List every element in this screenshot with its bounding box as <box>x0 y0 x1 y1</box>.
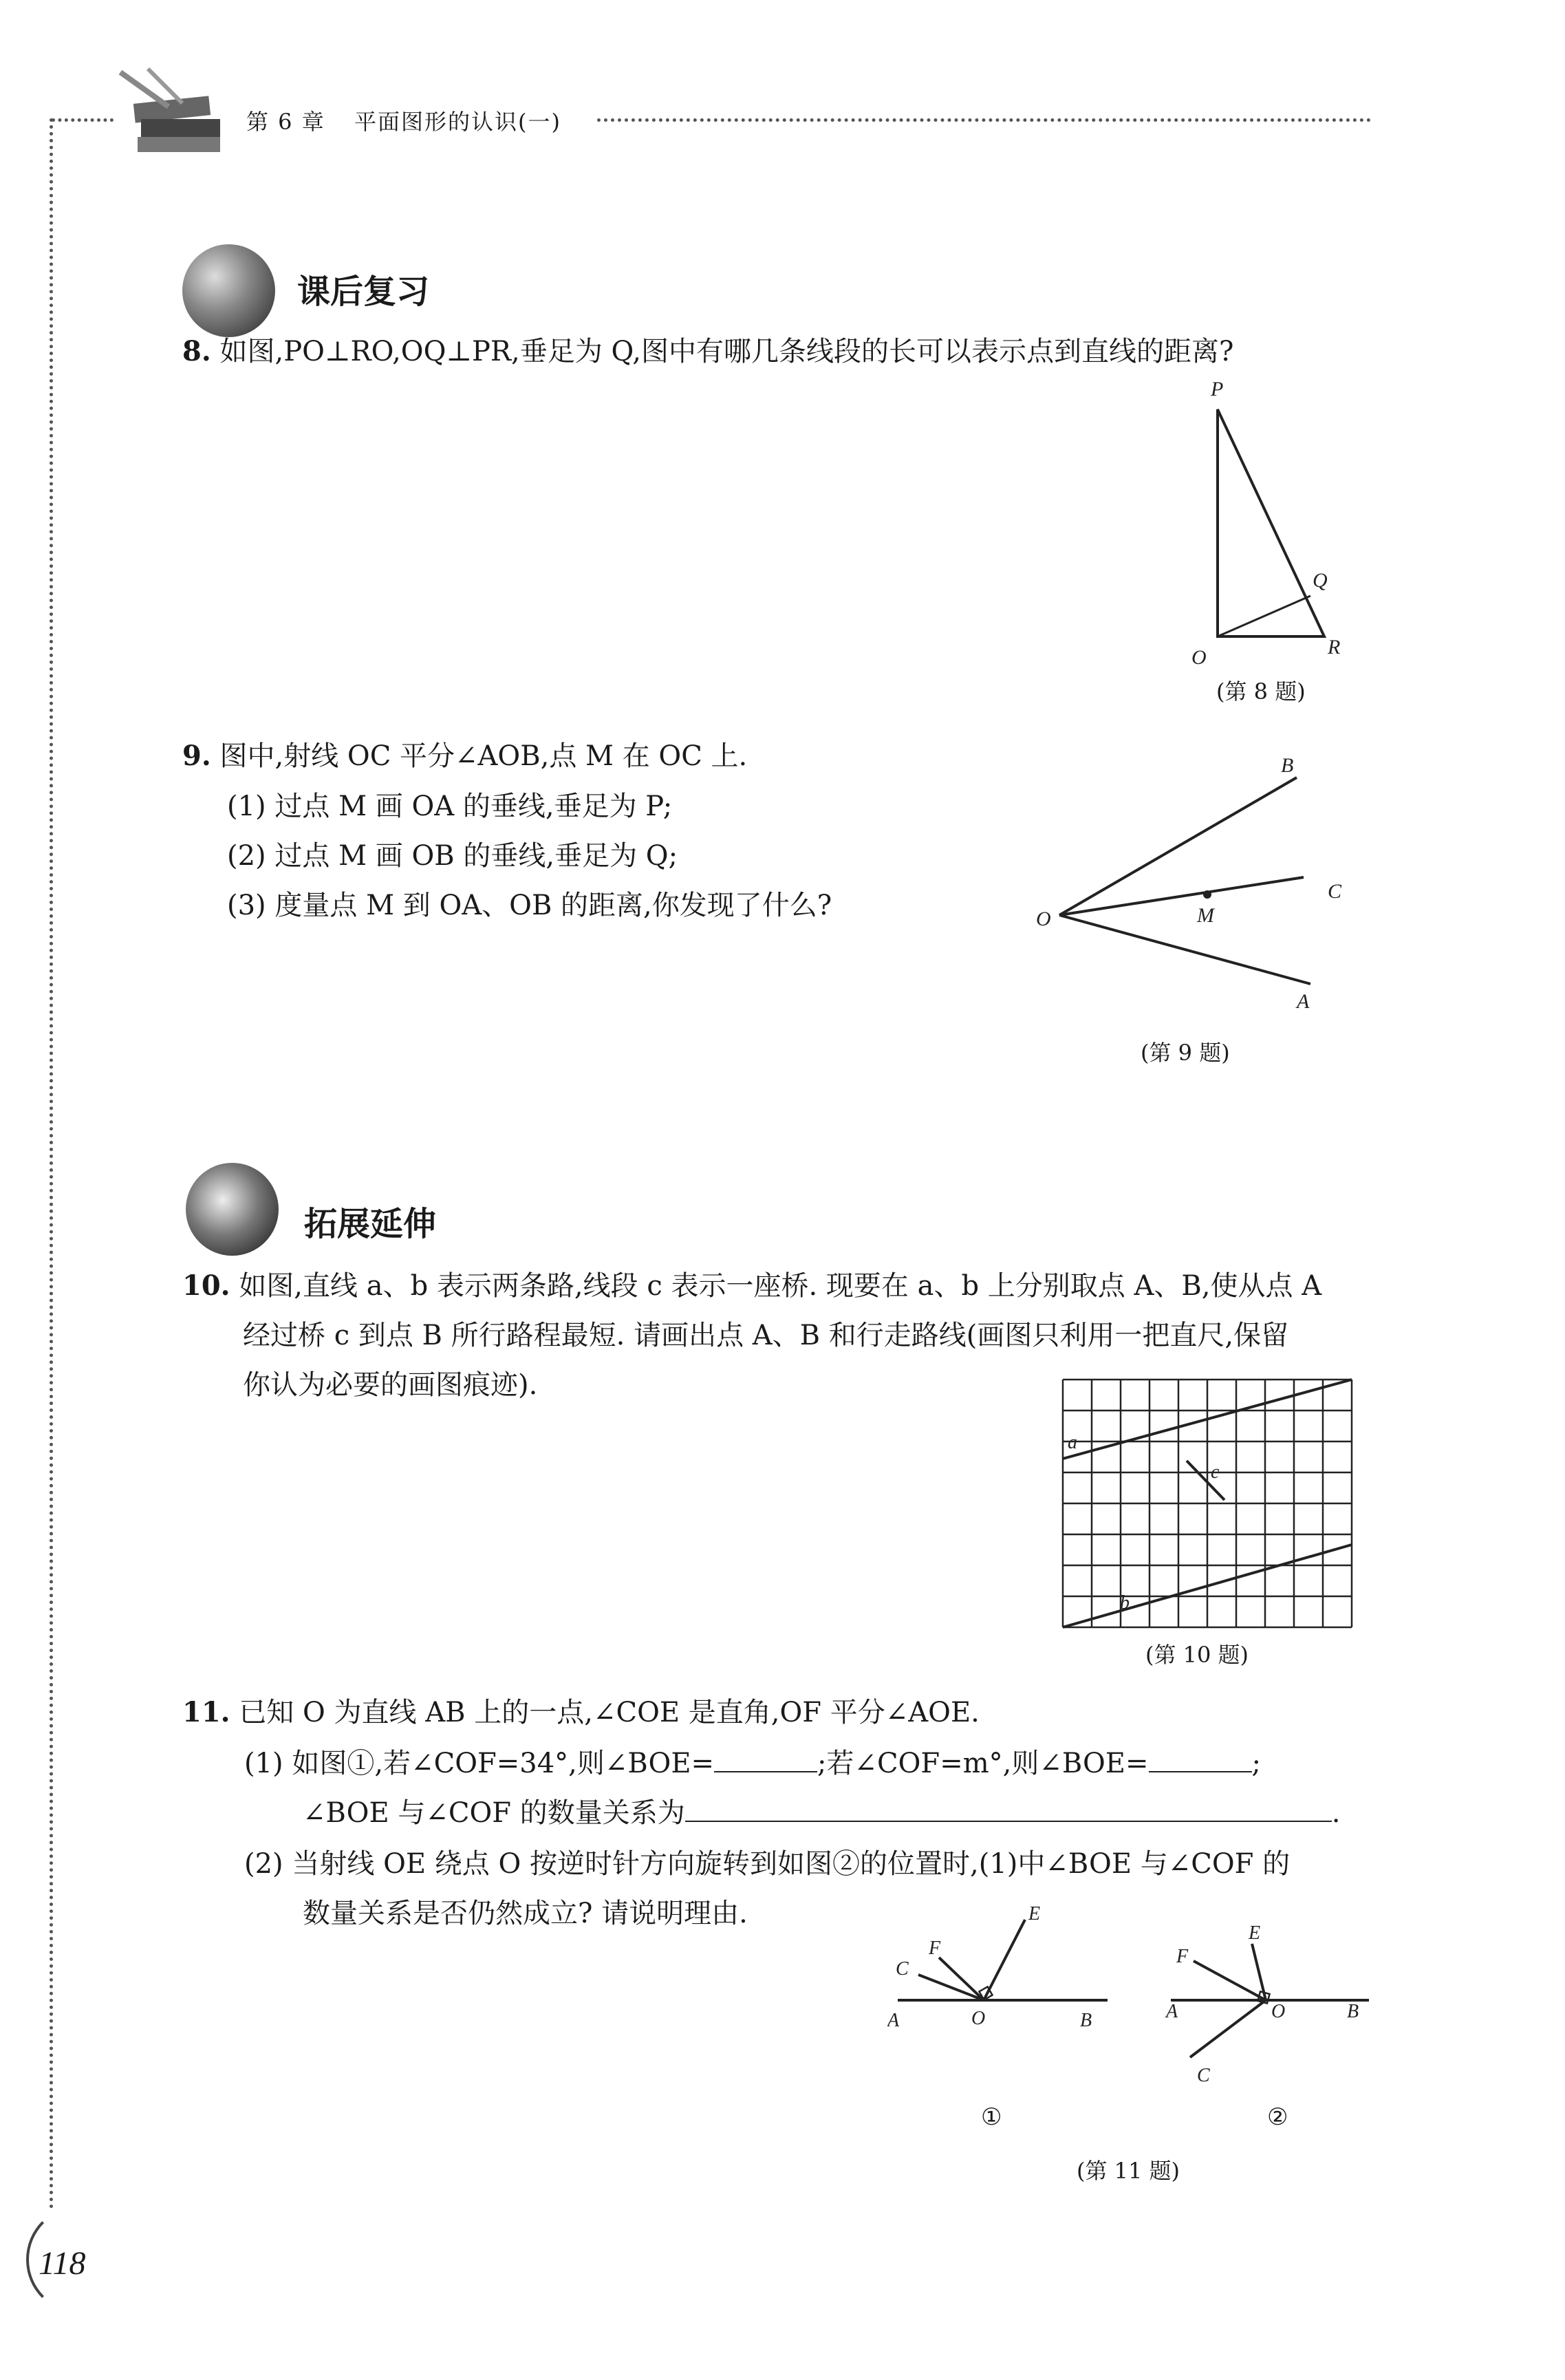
figure-label-1: ① <box>981 2103 1002 2131</box>
chapter-title: 平面图形的认识(一) <box>354 109 561 135</box>
header-rule-left <box>52 118 114 122</box>
caption-q9: (第 9 题) <box>1141 1040 1230 1066</box>
answer-blank-boe-1[interactable] <box>714 1744 817 1772</box>
section-globe-icon <box>186 1163 279 1256</box>
page-number: 118 <box>39 2245 86 2282</box>
label-E: E <box>1028 1903 1041 1925</box>
question-10-line-2: 经过桥 c 到点 B 所行路程最短. 请画出点 A、B 和行走路线(画图只利用一把直尺,保留 <box>243 1320 1289 1351</box>
question-text-line-1: 如图,直线 a、b 表示两条路,线段 c 表示一座桥. 现要在 a、b 上分别取点 A、B,使从点 A <box>239 1270 1322 1302</box>
question-number: 10. <box>182 1269 230 1302</box>
label-C: C <box>1197 2065 1210 2086</box>
header-logo <box>107 65 234 155</box>
label-B: B <box>1281 754 1294 777</box>
section-title-review: 课后复习 <box>297 272 430 311</box>
label-F: F <box>929 1938 941 1959</box>
label-R: R <box>1328 636 1341 658</box>
caption-q11: (第 11 题) <box>1077 2158 1180 2184</box>
q9-item-2: (2) 过点 M 画 OB 的垂线,垂足为 Q; <box>227 840 678 872</box>
figure-label-2: ② <box>1267 2103 1288 2131</box>
caption-q8: (第 8 题) <box>1216 678 1306 705</box>
label-F: F <box>1176 1946 1189 1967</box>
question-number: 9. <box>182 740 211 772</box>
question-number: 11. <box>182 1696 230 1728</box>
label-P: P <box>1211 378 1224 400</box>
figure-q11-1 <box>887 1899 1121 2057</box>
question-text: 已知 O 为直线 AB 上的一点,∠COE 是直角,OF 平分∠AOE. <box>239 1697 980 1728</box>
caption-q10: (第 10 题) <box>1145 1642 1249 1668</box>
question-text: 如图,PO⊥RO,OQ⊥PR,垂足为 Q,图中有哪几条线段的长可以表示点到直线的距离? <box>219 336 1234 367</box>
q11-part-2-line-2: 数量关系是否仍然成立? 请说明理由. <box>303 1898 748 1929</box>
question-9 <box>182 729 747 783</box>
label-A: A <box>1297 990 1310 1013</box>
answer-blank-boe-2[interactable] <box>1149 1744 1252 1772</box>
question-number: 8. <box>182 335 211 367</box>
label-A: A <box>887 2010 900 2031</box>
chapter-label: 第 6 章 <box>246 109 325 135</box>
books-icon <box>107 65 234 155</box>
header-rule-right <box>597 118 1371 122</box>
figure-q11-2 <box>1163 1899 1383 2105</box>
question-10 <box>182 1259 1321 1313</box>
label-A: A <box>1166 2001 1178 2022</box>
label-M: M <box>1197 904 1214 927</box>
figure-q8 <box>1183 375 1362 678</box>
figure-q9 <box>1032 750 1376 1025</box>
label-c: c <box>1211 1461 1220 1483</box>
q9-item-1: (1) 过点 M 画 OA 的垂线,垂足为 P; <box>227 791 673 822</box>
page-margin-rule <box>50 118 53 2210</box>
label-B: B <box>1080 2010 1092 2031</box>
question-10-line-3: 你认为必要的画图痕迹). <box>243 1369 538 1401</box>
label-b: b <box>1120 1592 1130 1614</box>
question-8 <box>182 325 1233 378</box>
q11-part-1-line-2: ∠BOE 与∠COF 的数量关系为 . <box>303 1786 1340 1840</box>
section-title-extension: 拓展延伸 <box>304 1205 437 1243</box>
label-B: B <box>1347 2001 1359 2022</box>
answer-blank-relation[interactable] <box>685 1793 1332 1822</box>
figure-q10-grid <box>1059 1376 1362 1631</box>
question-text: 图中,射线 OC 平分∠AOB,点 M 在 OC 上. <box>219 740 748 772</box>
section-globe-icon <box>182 244 275 337</box>
q11-part-1-line-1: (1) 如图①,若∠COF=34°,则∠BOE= ;若∠COF=m°,则∠BOE= ; <box>244 1737 1261 1790</box>
question-11 <box>182 1686 980 1739</box>
q11-part-2-line-1: (2) 当射线 OE 绕点 O 按逆时针方向旋转到如图②的位置时,(1)中∠BOE 与∠COF 的 <box>244 1848 1291 1880</box>
label-a: a <box>1068 1432 1077 1453</box>
label-O: O <box>1191 646 1207 669</box>
q9-item-3: (3) 度量点 M 到 OA、OB 的距离,你发现了什么? <box>227 890 832 921</box>
label-E: E <box>1249 1922 1261 1944</box>
label-Q: Q <box>1313 569 1328 592</box>
label-C: C <box>896 1958 909 1980</box>
label-O: O <box>1271 2001 1286 2022</box>
label-C: C <box>1328 880 1342 903</box>
label-O: O <box>1036 908 1051 930</box>
label-O: O <box>971 2008 986 2029</box>
